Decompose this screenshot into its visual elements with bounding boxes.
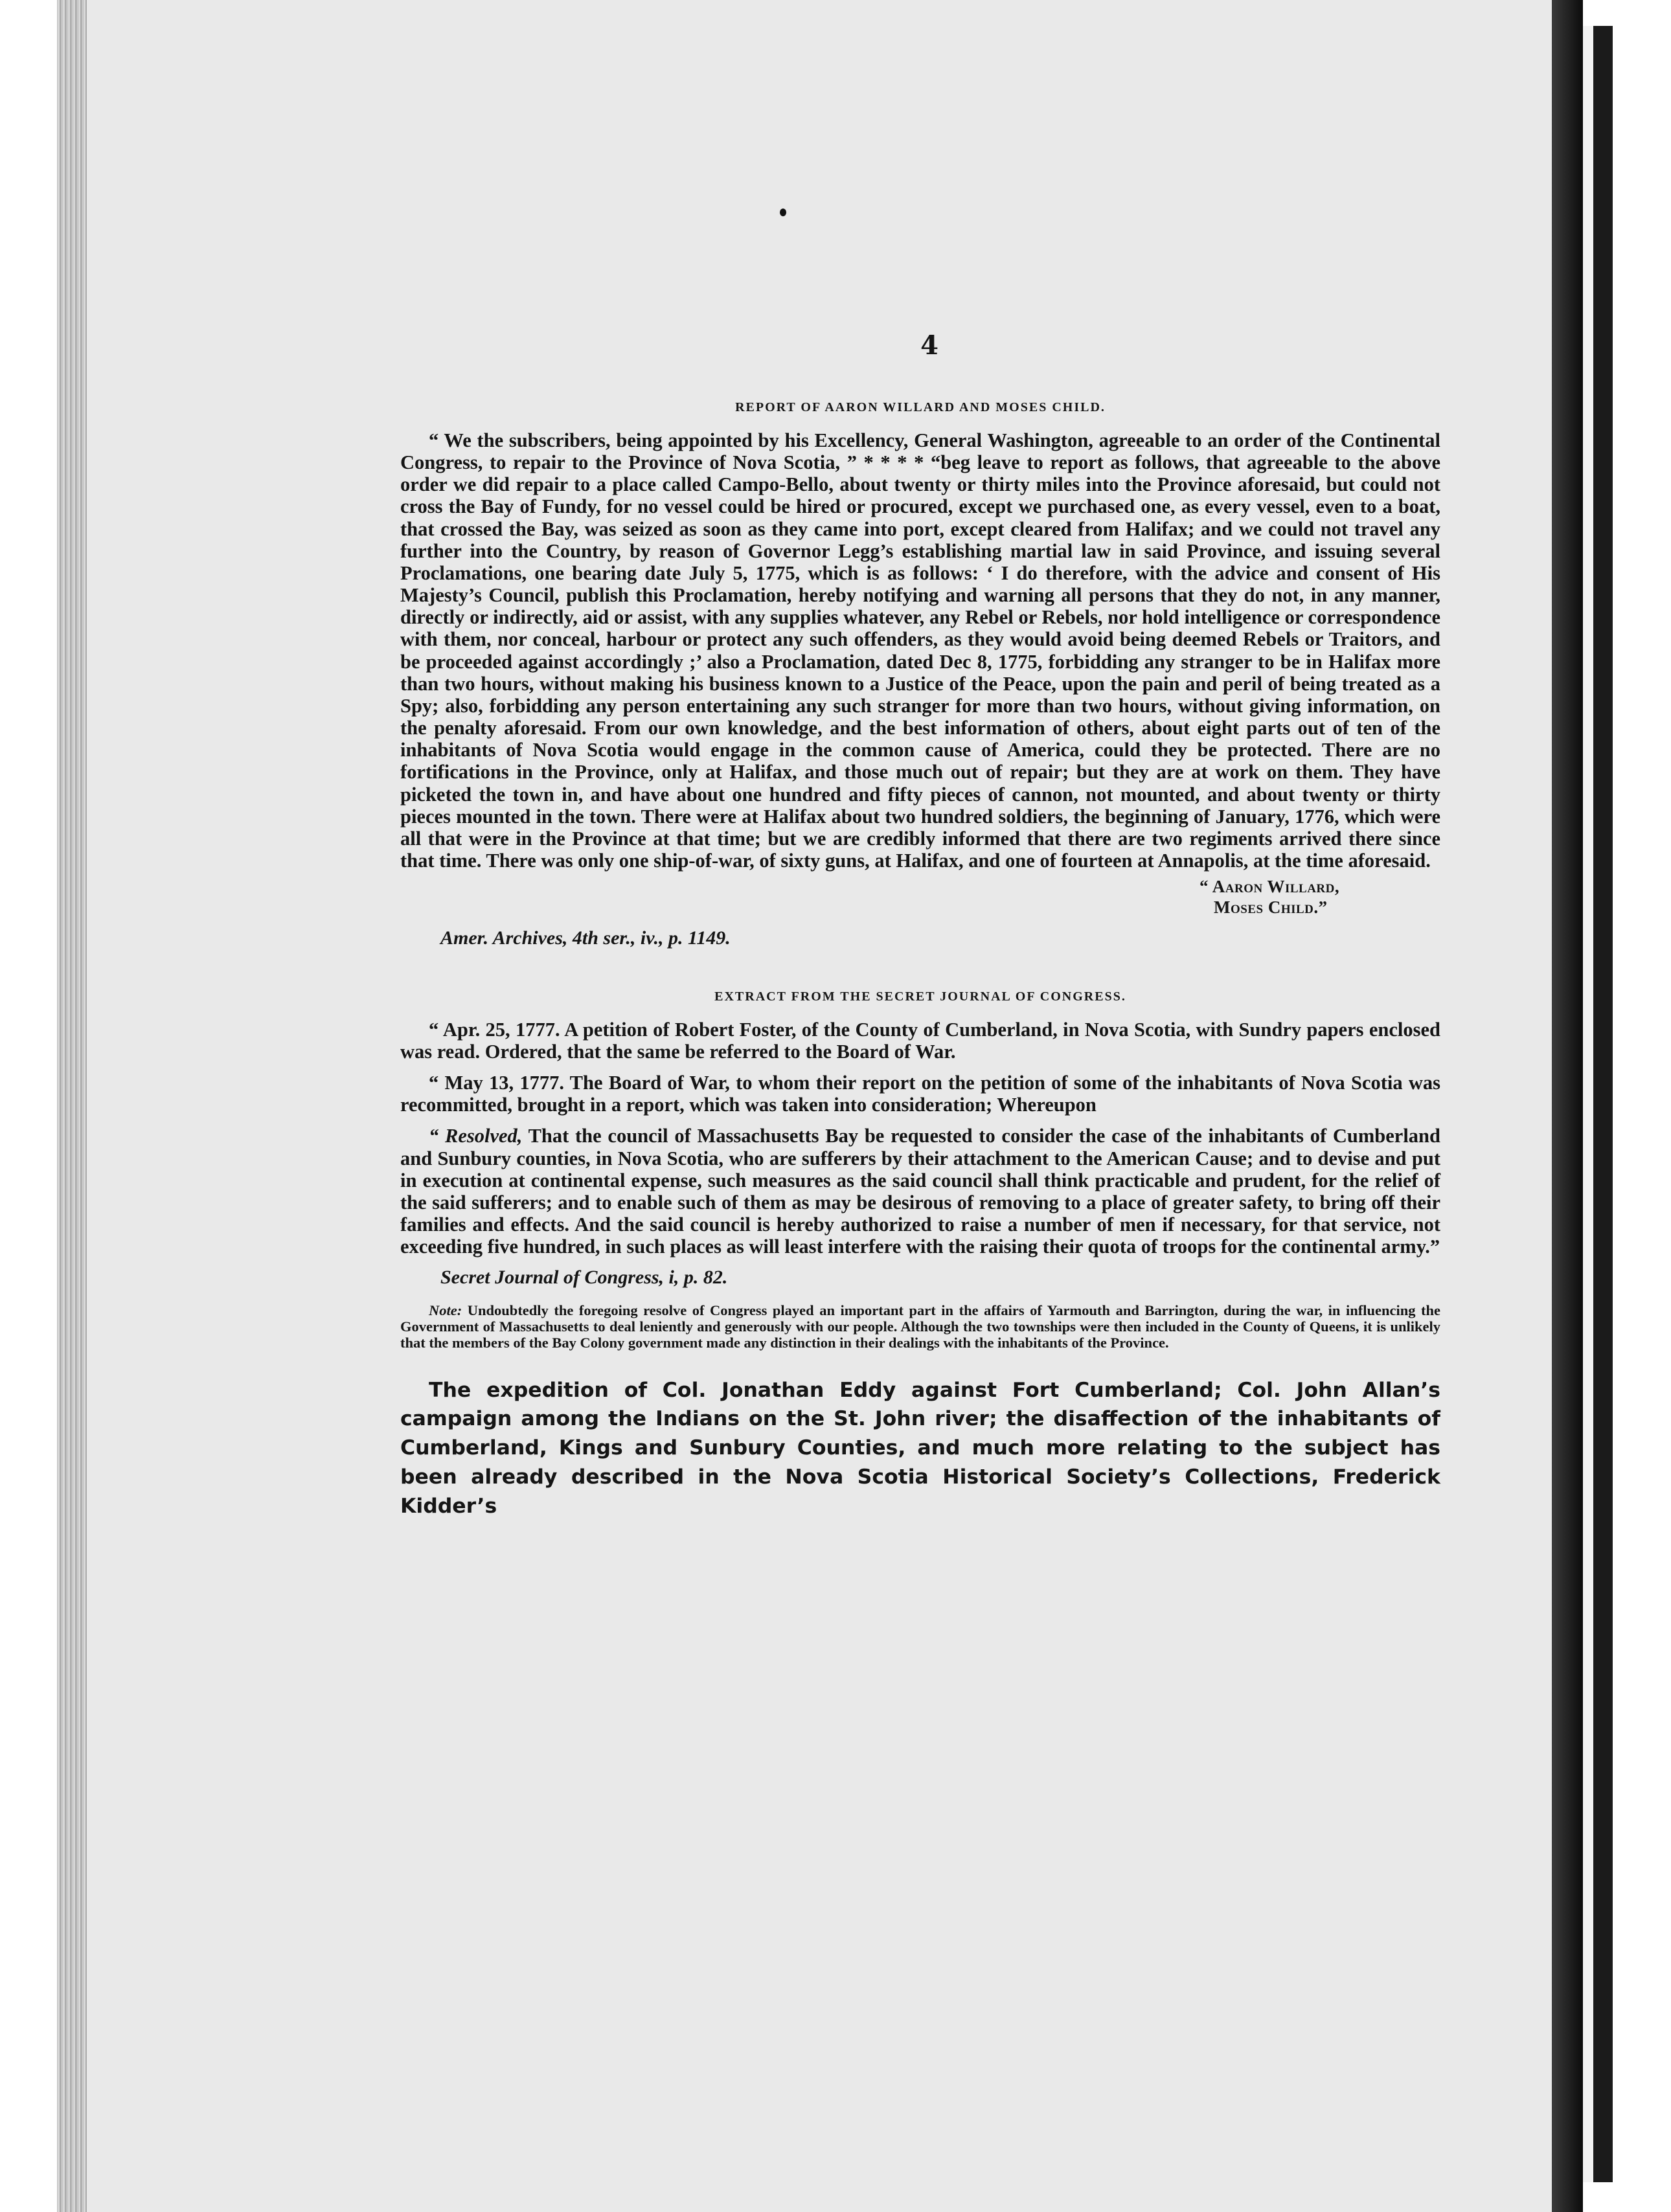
page-edges xyxy=(57,0,87,2212)
note-lead: Note: xyxy=(429,1302,462,1319)
page-number: 4 xyxy=(920,330,938,361)
facing-page-edge xyxy=(1593,26,1613,2182)
journal-citation: Secret Journal of Congress, i, p. 82. xyxy=(440,1267,728,1289)
page-gutter xyxy=(1583,26,1593,2182)
ink-dot xyxy=(780,209,786,216)
book-binding xyxy=(1552,0,1583,2212)
signature-aaron-willard: “ Aaron Willard, xyxy=(1199,877,1340,897)
journal-entry-resolved xyxy=(400,1125,1440,1258)
report-heading: REPORT OF AARON WILLARD AND MOSES CHILD. xyxy=(735,400,1106,414)
signature-moses-child: Moses Child.” xyxy=(1214,897,1328,917)
resolved-lead: “ Resolved, xyxy=(429,1125,523,1147)
editorial-note xyxy=(400,1303,1440,1351)
closing-paragraph: The expedition of Col. Jonathan Eddy against Fort Cumberland; Col. John Allan’s campaign among the Indians on the St. John river; the disaffection of the inhabitants of Cumberland, Kings and Sunbury Counties, and much more relating to the subject has been already described in the Nova Scotia Historical Society’s Collections, Frederick Kidder’s xyxy=(400,1378,1440,1518)
journal-entry-apr-25: “ Apr. 25, 1777. A petition of Robert Foster, of the County of Cumberland, in Nova Scotia, with Sundry papers enclosed was read. Ordered, that the same be referred to the Board of War. xyxy=(400,1018,1440,1063)
note-text: Undoubtedly the foregoing resolve of Congress played an important part in the affairs of Yarmouth and Barrington, during the war, in influencing the Government of Massachusetts to deal leniently and generously with our people. Although the two townships were then included in the County of Queens, it is unlikely that the members of the Bay Colony government made any distinction in their dealings with the inhabitants of the Province. xyxy=(400,1302,1440,1351)
report-body: “ We the subscribers, being appointed by his Excellency, General Washington, agreeable to an order of the Continental Congress, to repair to the Province of Nova Scotia, ” * * * * “beg leave to report as follows, that agreeable to the above order we did repair to a place called Campo-Bello, about twenty or thirty miles into the Province aforesaid, but could not cross the Bay of Fundy, for no vessel could be hired or procured, except we purchased one, as every vessel, even to a boat, that crossed the Bay, was seized as soon as they came into port, except cleared from Halifax; and we could not travel any further into the Country, by reason of Governor Legg’s establishing martial law in said Province, and issuing several Proclamations, one bearing date July 5, 1775, which is as follows: ‘ I do therefore, with the advice and consent of His Majesty’s Council, publish this Proclamation, hereby notifying and warning all persons that they do not, in any manner, directly or indirectly, aid or assist, with any supplies whatever, any Rebel or Rebels, nor hold intelligence or correspondence with them, nor conceal, harbour or protect any such offenders, as they would avoid being deemed Rebels or Traitors, and be proceeded against accordingly ;’ also a Proclamation, dated Dec 8, 1775, forbidding any stranger to be in Halifax more than two hours, without making his business known to a Justice of the Peace, upon the pain and peril of being treated as a Spy; also, forbidding any person entertaining any such stranger for more than two hours, without giving information, on the penalty aforesaid. From our own knowledge, and the best information of others, about eight parts out of ten of the inhabitants of Nova Scotia would engage in the common cause of America, could they be protected. There are no fortifications in the Province, only at Halifax, and those much out of repair; but they are at work on them. They have picketed the town in, and have about one hundred and fifty pieces of cannon, not mounted, and about twenty or thirty pieces mounted in the town. There were at Halifax about two hundred soldiers, the beginning of January, 1776, which were all that were in the Province at that time; but we are credibly informed that there are two regiments arrived there since that time. There was only one ship-of-war, of sixty guns, at Halifax, and one of fourteen at Annapolis, at the time aforesaid. xyxy=(400,429,1440,872)
extract-heading: EXTRACT FROM THE SECRET JOURNAL OF CONGRESS. xyxy=(714,989,1126,1004)
signature-block xyxy=(1199,877,1440,918)
journal-entry-may-13: “ May 13, 1777. The Board of War, to whom their report on the petition of some of the inhabitants of Nova Scotia was recommitted, brought in a report, which was taken into consideration; Whereupon xyxy=(400,1072,1440,1116)
report-citation: Amer. Archives, 4th ser., iv., p. 1149. xyxy=(440,927,731,949)
page-content xyxy=(400,400,1440,1520)
resolved-text: That the council of Massachusetts Bay be requested to consider the case of the inhabitants of Cumberland and Sunbury counties, in Nova Scotia, who are sufferers by their attachment to the American Cause; and to devise and put in execution at continental expense, such measures as the said council shall think practicable and prudent, for the relief of the said sufferers; and to enable such of them as may be desirous of removing to a place of greater safety, to bring off their families and effects. And the said council is hereby authorized to raise a number of men if necessary, for that service, not exceeding five hundred, in such places as will least interfere with the raising their quota of troops for the continental army.” xyxy=(400,1125,1440,1258)
